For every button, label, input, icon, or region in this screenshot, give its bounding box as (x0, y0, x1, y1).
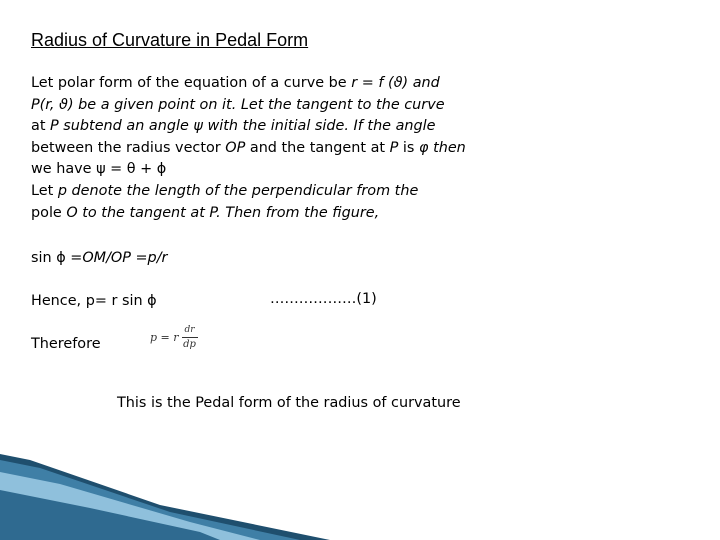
formula-numerator: dr (184, 325, 195, 335)
paragraph-segment: P (389, 139, 399, 156)
paragraph-segment: P(r, ϑ) be a given point on it. Let the tangent to the curve (31, 96, 445, 113)
corner-decoration (0, 450, 720, 540)
paragraph-segment: p denote the length of the perpendicular from the (57, 182, 419, 199)
paragraph-segment: r = f (ϑ) and (351, 75, 440, 91)
sin-phi-prefix: sin ϕ = (31, 250, 83, 266)
paragraph-line (31, 203, 466, 225)
paragraph-segment: we have ψ = θ + ϕ (31, 161, 167, 178)
formula-denominator: dp (183, 339, 196, 350)
slide-title: Radius of Curvature in Pedal Form (31, 30, 309, 50)
paragraph-line (31, 116, 466, 138)
paragraph-segment: at (31, 118, 51, 135)
paragraph-segment: between the radius vector (31, 139, 226, 156)
pedal-formula (150, 324, 198, 351)
paragraph-line (31, 73, 466, 95)
paragraph-line (31, 138, 466, 160)
intro-paragraph (31, 73, 466, 224)
paragraph-segment: OP (225, 139, 246, 156)
conclusion-text: This is the Pedal form of the radius of curvature (117, 395, 461, 411)
paragraph-segment: Let polar form of the equation of a curve be (31, 75, 352, 91)
paragraph-segment: Let (31, 182, 58, 199)
formula-lhs: p = r (150, 331, 179, 344)
paragraph-line (31, 95, 466, 117)
paragraph-line (31, 159, 466, 181)
equation-number: ………………(1) (270, 291, 377, 307)
formula-fraction (182, 324, 198, 351)
paragraph-segment: pole (31, 204, 67, 221)
sin-phi-line (31, 248, 167, 270)
paragraph-segment: O to the tangent at P. Then from the figure, (66, 204, 380, 221)
therefore-label: Therefore (31, 336, 101, 352)
paragraph-line (31, 181, 466, 203)
paragraph-segment: φ then (419, 139, 466, 156)
hence-line: Hence, p= r sin ϕ (31, 293, 157, 309)
sin-phi-ratio: OM/OP =p/r (82, 250, 168, 266)
fraction-bar (182, 337, 198, 338)
paragraph-segment: P subtend an angle ψ with the initial side. If the angle (50, 118, 436, 135)
paragraph-segment: is (398, 139, 419, 156)
paragraph-segment: and the tangent at (245, 139, 390, 156)
